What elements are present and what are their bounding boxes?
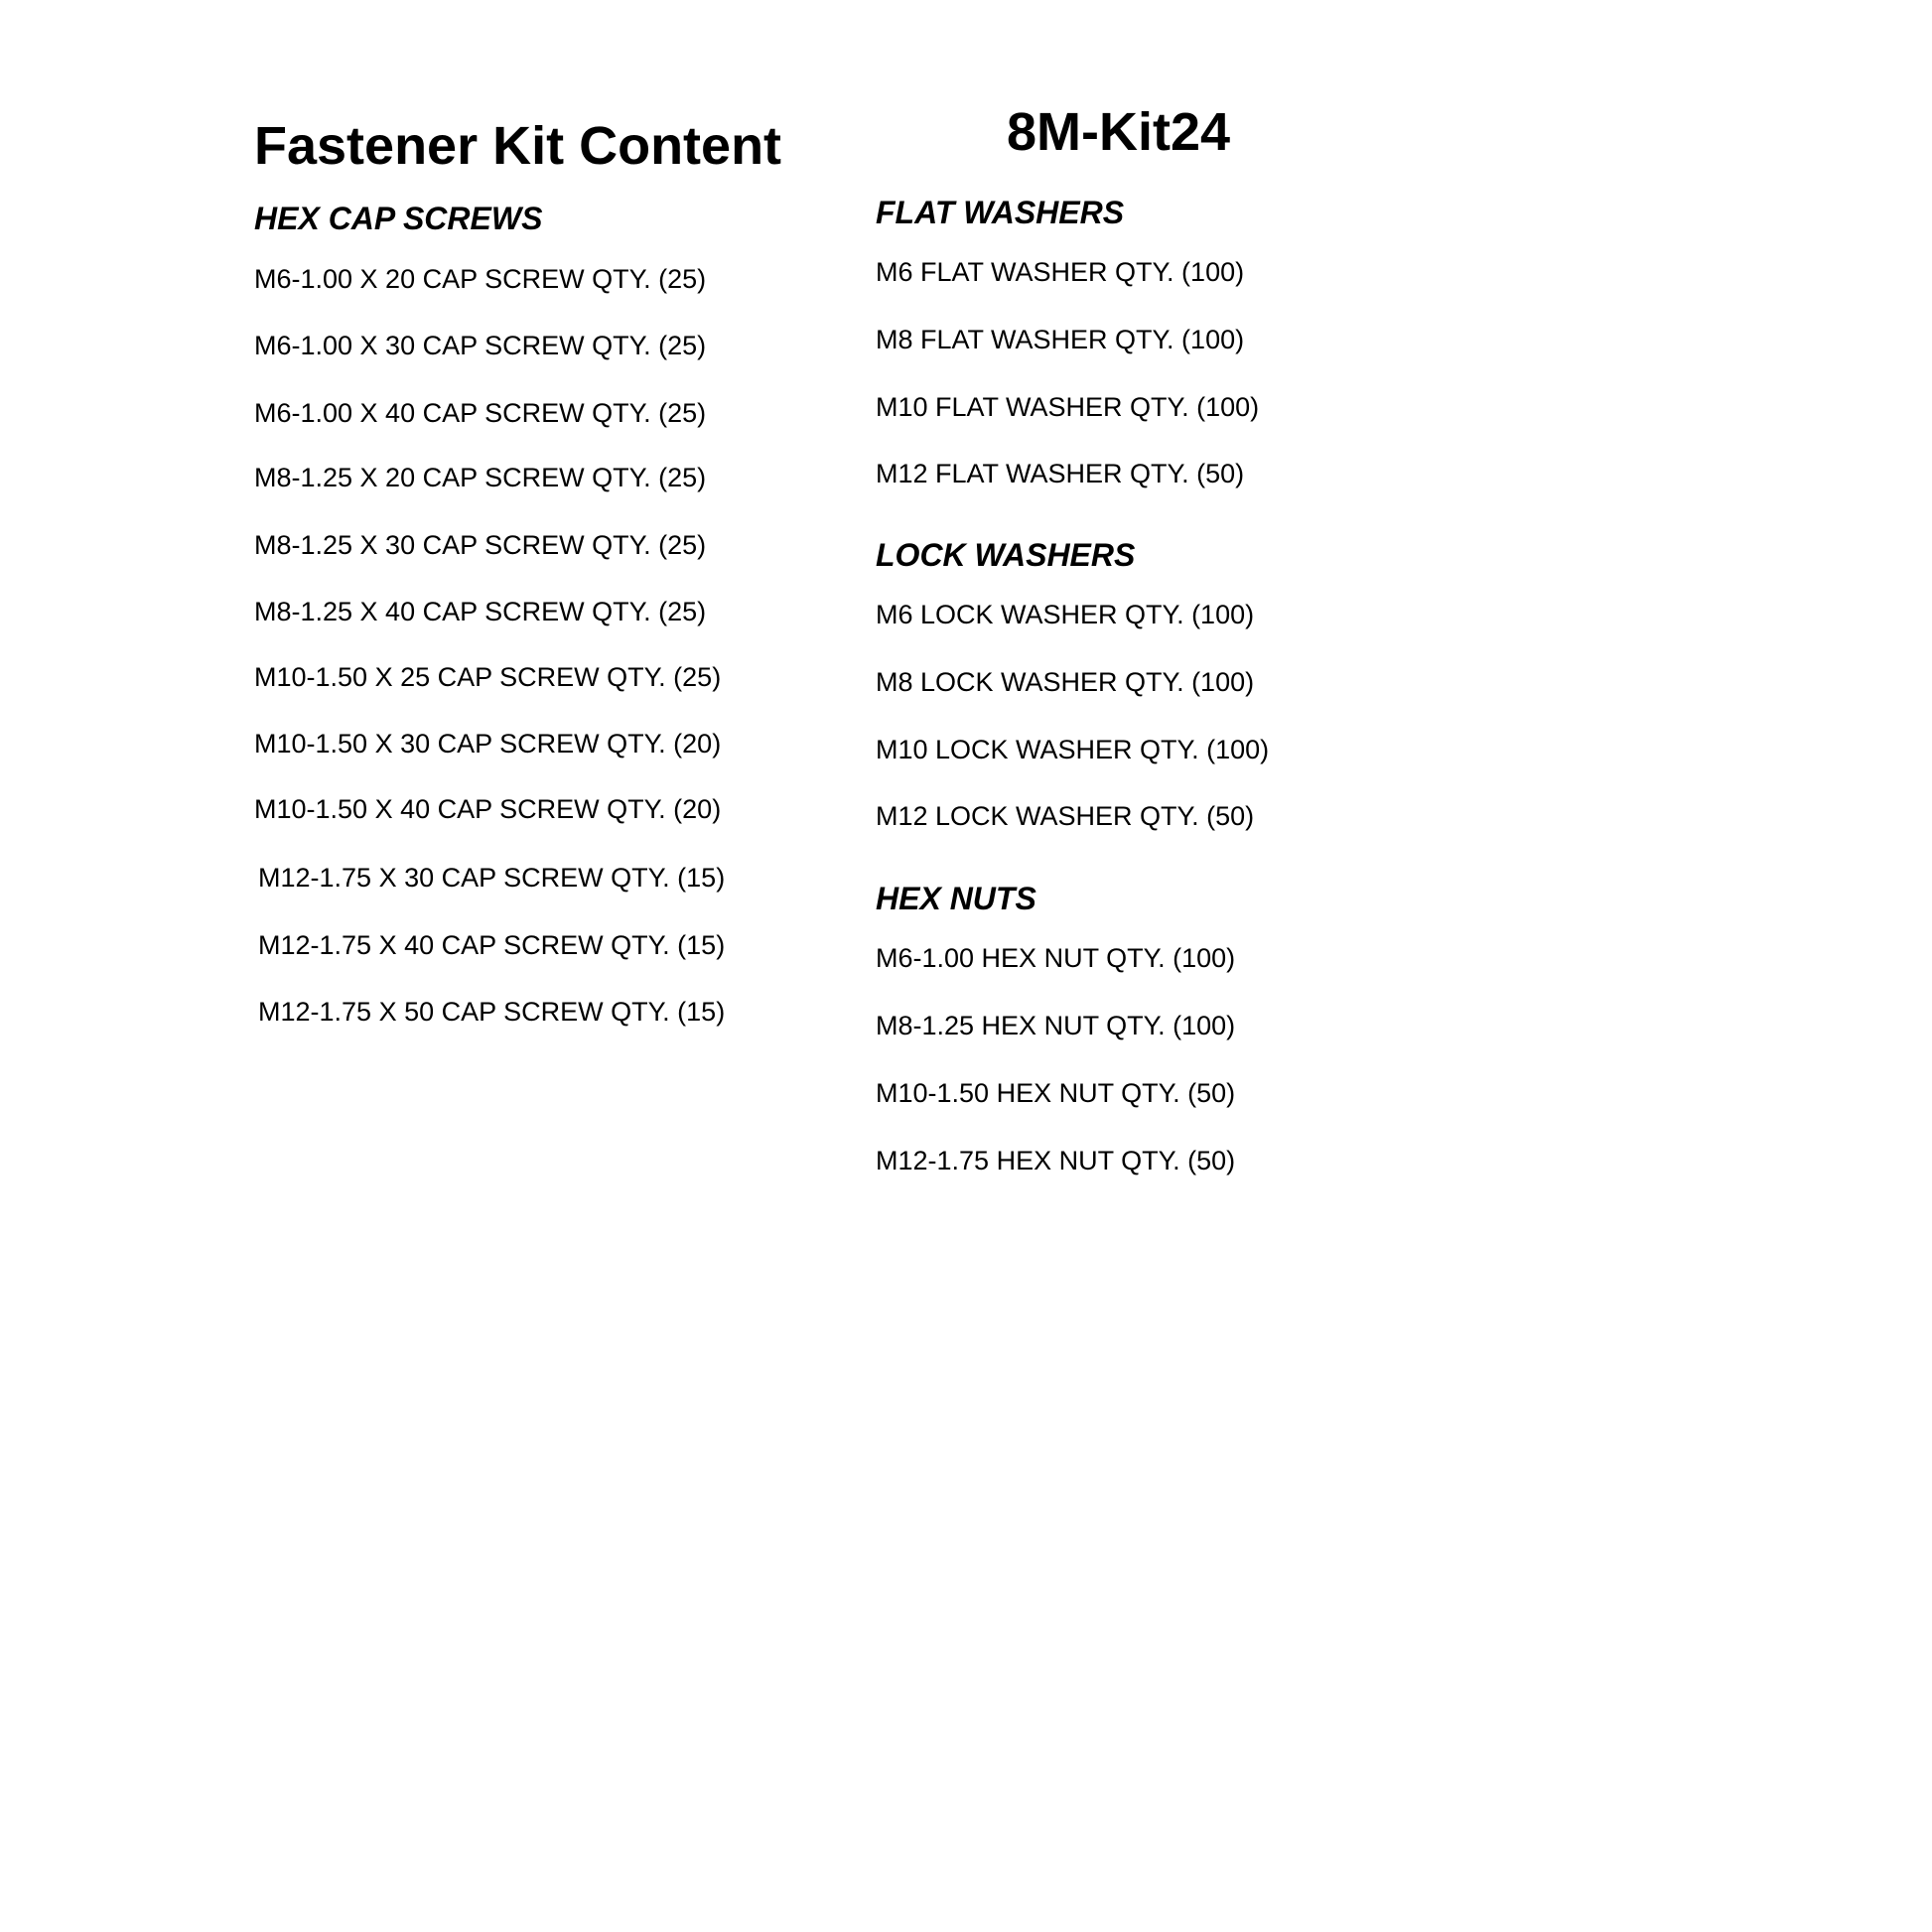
list-item: M6-1.00 HEX NUT QTY. (100) bbox=[876, 943, 1236, 973]
section-heading-lock-washers: LOCK WASHERS bbox=[876, 537, 1136, 573]
list-item: M6-1.00 X 40 CAP SCREW QTY. (25) bbox=[254, 398, 707, 428]
document-title: Fastener Kit Content bbox=[254, 116, 782, 176]
list-item: M10-1.50 HEX NUT QTY. (50) bbox=[876, 1078, 1236, 1108]
list-item: M10-1.50 X 30 CAP SCREW QTY. (20) bbox=[254, 729, 722, 759]
list-item: M10 FLAT WASHER QTY. (100) bbox=[876, 392, 1260, 422]
list-item: M12-1.75 X 40 CAP SCREW QTY. (15) bbox=[258, 930, 726, 960]
list-item: M6 LOCK WASHER QTY. (100) bbox=[876, 600, 1255, 629]
list-item: M12-1.75 HEX NUT QTY. (50) bbox=[876, 1146, 1236, 1175]
list-item: M8 LOCK WASHER QTY. (100) bbox=[876, 667, 1255, 697]
list-item: M6-1.00 X 20 CAP SCREW QTY. (25) bbox=[254, 264, 707, 294]
list-item: M8 FLAT WASHER QTY. (100) bbox=[876, 325, 1245, 354]
list-item: M8-1.25 X 40 CAP SCREW QTY. (25) bbox=[254, 597, 707, 626]
list-item: M12 LOCK WASHER QTY. (50) bbox=[876, 801, 1255, 831]
list-item: M10 LOCK WASHER QTY. (100) bbox=[876, 735, 1270, 764]
section-heading-flat-washers: FLAT WASHERS bbox=[876, 195, 1125, 230]
list-item: M8-1.25 X 20 CAP SCREW QTY. (25) bbox=[254, 463, 707, 492]
list-item: M12-1.75 X 50 CAP SCREW QTY. (15) bbox=[258, 997, 726, 1027]
list-item: M6 FLAT WASHER QTY. (100) bbox=[876, 257, 1245, 287]
list-item: M8-1.25 X 30 CAP SCREW QTY. (25) bbox=[254, 530, 707, 560]
section-heading-hex-nuts: HEX NUTS bbox=[876, 881, 1036, 916]
list-item: M10-1.50 X 25 CAP SCREW QTY. (25) bbox=[254, 662, 722, 692]
list-item: M12-1.75 X 30 CAP SCREW QTY. (15) bbox=[258, 863, 726, 893]
kit-id: 8M-Kit24 bbox=[1007, 102, 1231, 162]
list-item: M12 FLAT WASHER QTY. (50) bbox=[876, 459, 1245, 488]
list-item: M6-1.00 X 30 CAP SCREW QTY. (25) bbox=[254, 331, 707, 360]
list-item: M8-1.25 HEX NUT QTY. (100) bbox=[876, 1011, 1236, 1040]
section-heading-hex-cap-screws: HEX CAP SCREWS bbox=[254, 201, 543, 236]
list-item: M10-1.50 X 40 CAP SCREW QTY. (20) bbox=[254, 794, 722, 824]
